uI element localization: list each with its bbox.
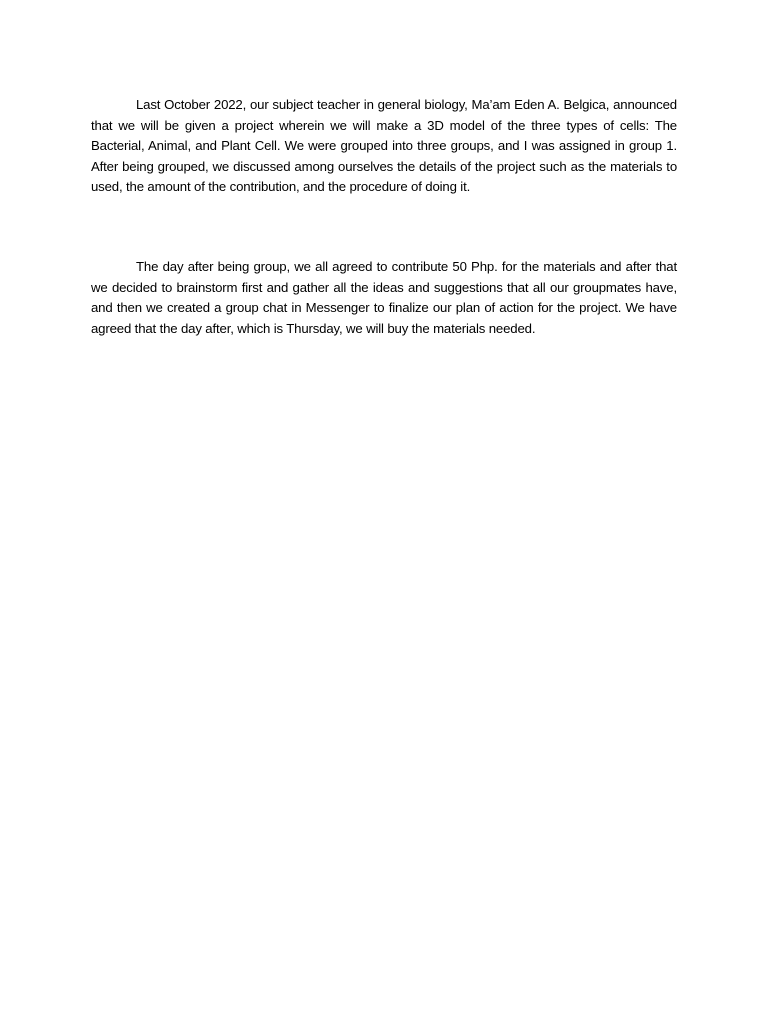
paragraph-2: The day after being group, we all agreed to contribute 50 Php. for the materials and after that we decided to brainstorm first and gather all the ideas and suggestions that all our groupmates have, and then we created a group chat in Messenger to finalize our plan of action for the project. We have agreed that the day after, which is Thursday, we will buy the materials needed.: [91, 259, 677, 336]
paragraph-1: Last October 2022, our subject teacher in general biology, Ma’am Eden A. Belgica, announced that we will be given a project wherein we will make a 3D model of the three types of cells: The Bacterial, Animal, and Plant Cell. We were grouped into three groups, and I was assigned in group 1. After being grouped, we discussed among ourselves the details of the project such as the materials to used, the amount of the contribution, and the procedure of doing it.: [91, 97, 677, 195]
